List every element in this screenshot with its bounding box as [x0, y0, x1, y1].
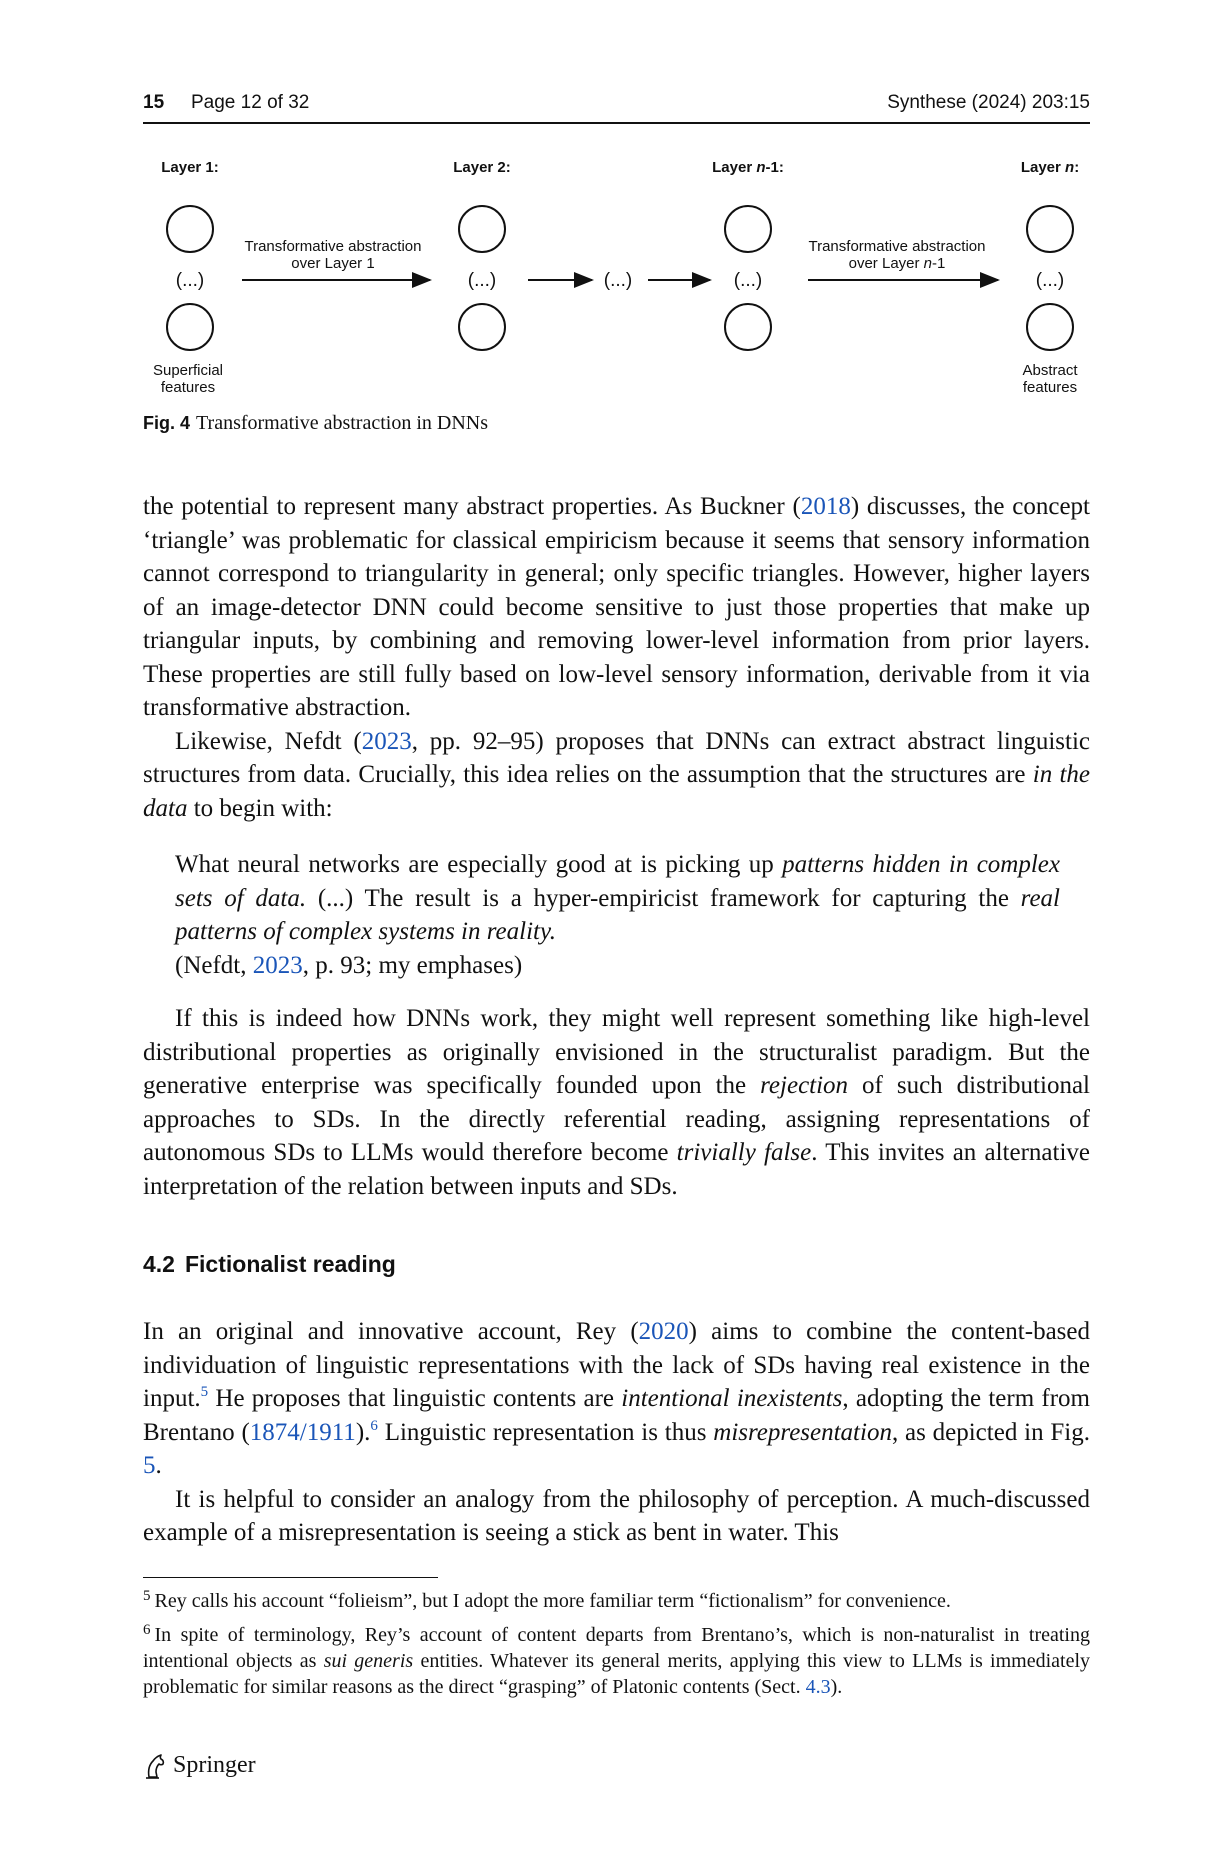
- arrow-4-label-line2: over Layer n-1: [848, 255, 946, 272]
- footnote-5: [143, 1588, 1090, 1614]
- footnote-5-number: 5: [143, 1588, 151, 1604]
- layer-1-label: Layer 1:: [161, 159, 219, 176]
- layer-n-minus-1-label: Layer n-1:: [712, 159, 784, 176]
- paragraph-5: It is helpful to consider an analogy from the philosophy of perception. A much-discussed example of a misrepresentation is seeing a stick as bent in water. This: [143, 1485, 1090, 1546]
- paragraph-3: [143, 1002, 1090, 1203]
- body-text-block-1: [143, 490, 1090, 825]
- superficial-features-line2: features: [160, 379, 216, 396]
- footnote-6-emphasis: sui generis: [323, 1650, 414, 1672]
- paragraph-1: [143, 490, 1090, 725]
- section-number: 4.2: [143, 1251, 175, 1277]
- quote-text: [175, 848, 1060, 949]
- layer-2-label: Layer 2:: [453, 159, 511, 176]
- footnote-6: [143, 1622, 1090, 1700]
- publisher-footer: [143, 1752, 256, 1779]
- node-layer-2-top: [459, 206, 505, 252]
- abstract-features-line2: features: [1022, 379, 1078, 396]
- figure-caption-label: Fig. 4: [143, 413, 191, 433]
- springer-horse-icon: [143, 1753, 167, 1779]
- arrow-4-label-line1: Transformative abstraction: [808, 238, 986, 255]
- quote-emphasis-2: real patterns of complex systems in reality.: [175, 884, 1060, 945]
- para4-text-g: , as depicted in Fig.: [891, 1418, 1090, 1446]
- arrow-1-label-line2: over Layer 1: [291, 255, 375, 272]
- para2-text-c: to begin with:: [187, 794, 333, 822]
- ellipsis-layer-2: (...): [467, 270, 497, 291]
- quote-text-a: What neural networks are especially good at is picking up: [175, 851, 783, 878]
- para3-text-c: . This invites an alternative interpretation of the relation between inputs and SDs.: [143, 1139, 1090, 1200]
- figure-ref-5[interactable]: 5: [143, 1452, 156, 1479]
- node-layer-n-bottom: [1027, 304, 1073, 350]
- para4-text-b: ) aims to combine the content-based individuation of linguistic representations with the lack of SDs having real existence in the input.: [143, 1318, 1090, 1412]
- figure-diagram: [140, 150, 1100, 400]
- quote-citation-b: , p. 93; my emphases): [302, 951, 523, 979]
- figure-caption: [143, 412, 488, 435]
- para2-emphasis: in the data: [143, 761, 1090, 822]
- para4-text-a: In an original and innovative account, Rey (: [143, 1318, 639, 1345]
- footnote-5-text: Rey calls his account “folieism”, but I adopt the more familiar term “fictionalism” for convenience.: [154, 1590, 951, 1612]
- node-layer-n-minus-1-bottom: [725, 304, 771, 350]
- paragraph-2: [143, 725, 1090, 826]
- para4-text-f: Linguistic representation is thus: [377, 1418, 714, 1446]
- para1-text-a: the potential to represent many abstract properties. As Buckner (: [143, 493, 801, 520]
- citation-link-rey-2020[interactable]: 2020: [638, 1318, 689, 1345]
- para3-text-b: of such distributional approaches to SDs. In the directly referential reading, assigning representations of autonomous SDs to LLMs would therefore become: [143, 1072, 1090, 1166]
- quote-citation-a: (Nefdt,: [175, 951, 253, 979]
- footnote-6-text-c: ).: [830, 1676, 843, 1698]
- ellipsis-layer-n-minus-1: (...): [733, 270, 763, 291]
- footnote-ref-6[interactable]: 6: [370, 1417, 378, 1434]
- para2-text-a: Likewise, Nefdt (: [175, 727, 362, 755]
- para4-emphasis-2: misrepresentation: [713, 1418, 892, 1446]
- body-text-block-2: [143, 1002, 1090, 1203]
- ellipsis-layer-n: (...): [1035, 270, 1065, 291]
- footnote-rule: [143, 1577, 438, 1578]
- citation-link-buckner-2018[interactable]: 2018: [800, 493, 851, 520]
- para4-text-e: ).: [355, 1418, 371, 1446]
- layer-n-label: Layer n:: [1020, 159, 1080, 176]
- para4-text-h: .: [155, 1452, 162, 1479]
- arrow-1-label-line1: Transformative abstraction: [244, 238, 422, 255]
- page-number: 15: [143, 92, 165, 113]
- ellipsis-middle: (...): [603, 270, 633, 291]
- node-layer-1-top: [167, 206, 213, 252]
- node-layer-n-minus-1-top: [725, 206, 771, 252]
- footnote-ref-5[interactable]: 5: [200, 1384, 209, 1400]
- para1-text-b: ) discusses, the concept ‘triangle’ was problematic for classical empiricism because it seems that sensory information cannot correspond to triangularity in general; only specific triangles. However, higher layers of an image-detector DNN could become sensitive to just those properties that make up triangular inputs, by combining and removing lower-level information from prior layers. These properties are still fully based on low-level sensory information, derivable from it via transformative abstraction.: [143, 493, 1090, 721]
- section-title: Fictionalist reading: [184, 1251, 396, 1277]
- footnote-6-text-a: In spite of terminology, Rey’s account of content departs from Brentano’s, which is non-naturalist in treating intentional objects as: [143, 1624, 1090, 1672]
- page-of: Page 12 of 32: [191, 92, 310, 113]
- paragraph-4: [143, 1315, 1090, 1483]
- body-text-block-3: [143, 1315, 1090, 1550]
- section-heading: [143, 1251, 396, 1278]
- node-layer-n-top: [1027, 206, 1073, 252]
- para4-emphasis-1: intentional inexistents: [621, 1385, 843, 1412]
- running-header: [143, 90, 1090, 124]
- citation-link-nefdt-2023-quote[interactable]: 2023: [252, 951, 303, 979]
- citation-link-brentano[interactable]: 1874/1911: [249, 1418, 356, 1446]
- publisher-name: Springer: [173, 1752, 256, 1778]
- journal-citation: Synthese (2024) 203:15: [887, 92, 1090, 113]
- node-layer-2-bottom: [459, 304, 505, 350]
- footnote-6-number: 6: [143, 1622, 151, 1638]
- para3-emphasis-1: rejection: [760, 1072, 849, 1099]
- para4-text-d: , adopting the term from Brentano (: [143, 1385, 1091, 1446]
- node-layer-1-bottom: [167, 304, 213, 350]
- block-quote: [175, 848, 1060, 982]
- quote-emphasis-1: patterns hidden in complex sets of data.: [175, 851, 1060, 912]
- footnote-6-text-b: entities. Whatever its general merits, applying this view to LLMs is immediately problematic for similar reasons as the direct “grasping” of Platonic contents (Sect.: [143, 1650, 1090, 1698]
- citation-link-nefdt-2023[interactable]: 2023: [361, 727, 412, 755]
- figure-caption-text: Transformative abstraction in DNNs: [196, 412, 489, 434]
- abstract-features-line1: Abstract: [1022, 362, 1078, 379]
- para4-text-c: He proposes that linguistic contents are: [208, 1385, 622, 1412]
- quote-text-b: (...) The result is a hyper-empiricist framework for capturing the: [306, 884, 1021, 912]
- section-link-4-3[interactable]: 4.3: [805, 1676, 831, 1698]
- para2-text-b: , pp. 92–95) proposes that DNNs can extract abstract linguistic structures from data. Crucially, this idea relies on the assumption that the structures are: [143, 727, 1090, 788]
- ellipsis-layer-1: (...): [175, 270, 205, 291]
- superficial-features-line1: Superficial: [152, 362, 224, 379]
- para3-emphasis-2: trivially false: [676, 1139, 812, 1166]
- para3-text-a: If this is indeed how DNNs work, they might well represent something like high-level distributional properties as originally envisioned in the structuralist paradigm. But the generative enterprise was specifically founded upon the: [143, 1005, 1090, 1099]
- quote-citation: [175, 949, 1060, 983]
